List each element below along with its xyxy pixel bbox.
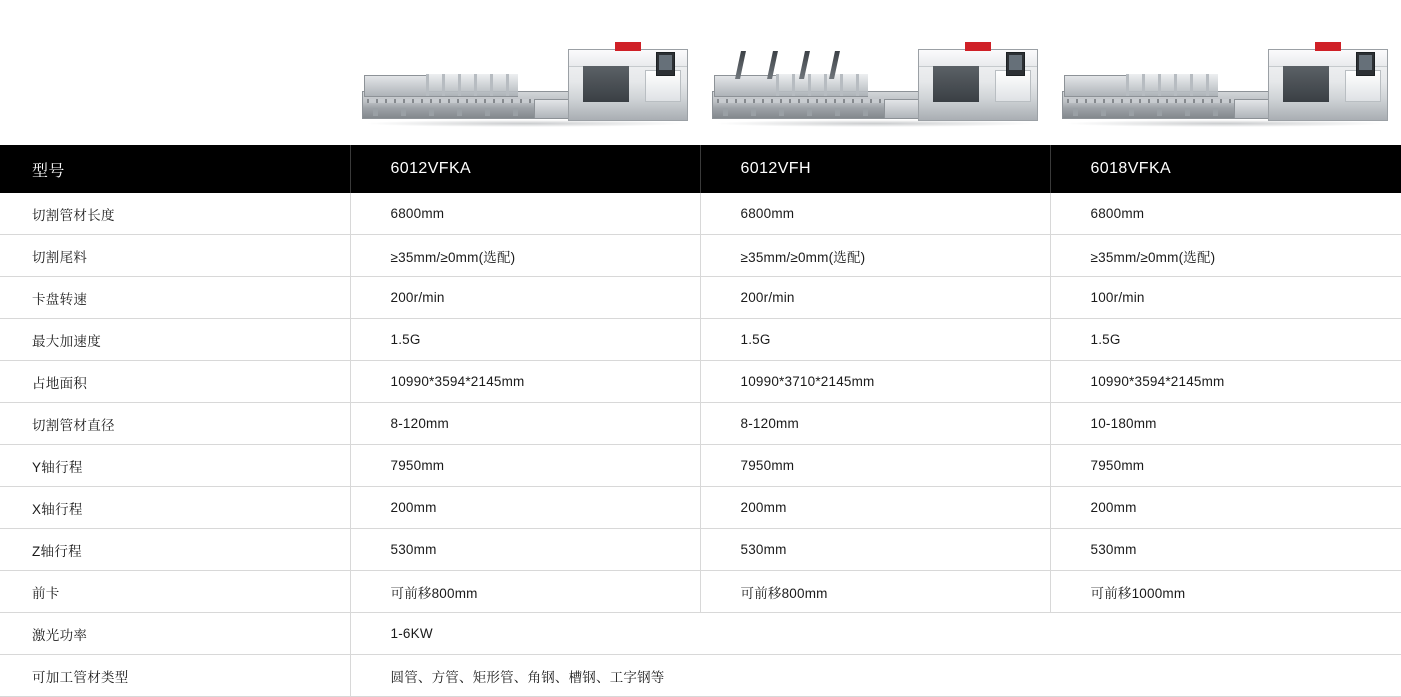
- table-body: [0, 193, 1401, 697]
- row-value-3: 200mm: [1050, 487, 1401, 529]
- row-value-1: 10990*3594*2145mm: [350, 361, 700, 403]
- row-value-span: 1-6KW: [350, 613, 1401, 655]
- row-value-3: 可前移1000mm: [1050, 571, 1401, 613]
- row-label: 可加工管材类型: [0, 655, 350, 697]
- row-value-1: 7950mm: [350, 445, 700, 487]
- row-value-1: 530mm: [350, 529, 700, 571]
- row-value-2: ≥35mm/≥0mm(选配): [700, 235, 1050, 277]
- row-value-1: 8-120mm: [350, 403, 700, 445]
- row-value-3: 530mm: [1050, 529, 1401, 571]
- row-value-3: 10990*3594*2145mm: [1050, 361, 1401, 403]
- table-header-row: [0, 145, 1401, 193]
- table-row: [0, 487, 1401, 529]
- table-row: [0, 529, 1401, 571]
- row-value-span: 圆管、方管、矩形管、角钢、槽钢、工字钢等: [350, 655, 1401, 697]
- row-value-2: 7950mm: [700, 445, 1050, 487]
- row-label: 切割管材长度: [0, 193, 350, 235]
- table-row: [0, 361, 1401, 403]
- row-label: 激光功率: [0, 613, 350, 655]
- image-strip-spacer: [0, 0, 350, 145]
- row-value-2: 530mm: [700, 529, 1050, 571]
- table-row: [0, 655, 1401, 697]
- table-row: [0, 193, 1401, 235]
- specification-table: [0, 145, 1401, 697]
- row-value-2: 8-120mm: [700, 403, 1050, 445]
- row-value-1: 1.5G: [350, 319, 700, 361]
- row-value-3: 1.5G: [1050, 319, 1401, 361]
- table-row: [0, 319, 1401, 361]
- row-value-1: 200r/min: [350, 277, 700, 319]
- header-label-model: 型号: [0, 145, 350, 193]
- header-model-2: 6012VFH: [700, 145, 1050, 193]
- row-value-3: 6800mm: [1050, 193, 1401, 235]
- row-value-2: 1.5G: [700, 319, 1050, 361]
- row-value-3: 7950mm: [1050, 445, 1401, 487]
- row-label: 切割尾料: [0, 235, 350, 277]
- row-value-2: 200r/min: [700, 277, 1050, 319]
- row-value-1: 可前移800mm: [350, 571, 700, 613]
- machine-image-2: [700, 0, 1050, 145]
- row-value-1: 200mm: [350, 487, 700, 529]
- row-label: 切割管材直径: [0, 403, 350, 445]
- row-value-1: ≥35mm/≥0mm(选配): [350, 235, 700, 277]
- row-label: 最大加速度: [0, 319, 350, 361]
- row-label: Y轴行程: [0, 445, 350, 487]
- row-label: 前卡: [0, 571, 350, 613]
- machine-image-3: [1050, 0, 1400, 145]
- product-image-strip: [0, 0, 1401, 145]
- header-model-1: 6012VFKA: [350, 145, 700, 193]
- table-row: [0, 235, 1401, 277]
- table-row: [0, 403, 1401, 445]
- row-label: Z轴行程: [0, 529, 350, 571]
- row-value-1: 6800mm: [350, 193, 700, 235]
- table-row: [0, 445, 1401, 487]
- row-label: 卡盘转速: [0, 277, 350, 319]
- row-value-2: 10990*3710*2145mm: [700, 361, 1050, 403]
- header-model-3: 6018VFKA: [1090, 160, 1172, 177]
- table-row: [0, 277, 1401, 319]
- table-row: [0, 571, 1401, 613]
- machine-image-1: [350, 0, 700, 145]
- row-label: X轴行程: [0, 487, 350, 529]
- table-row: [0, 613, 1401, 655]
- row-value-2: 可前移800mm: [700, 571, 1050, 613]
- row-value-2: 200mm: [700, 487, 1050, 529]
- row-label: 占地面积: [0, 361, 350, 403]
- row-value-3: 10-180mm: [1050, 403, 1401, 445]
- row-value-3: 100r/min: [1050, 277, 1401, 319]
- row-value-2: 6800mm: [700, 193, 1050, 235]
- row-value-3: ≥35mm/≥0mm(选配): [1050, 235, 1401, 277]
